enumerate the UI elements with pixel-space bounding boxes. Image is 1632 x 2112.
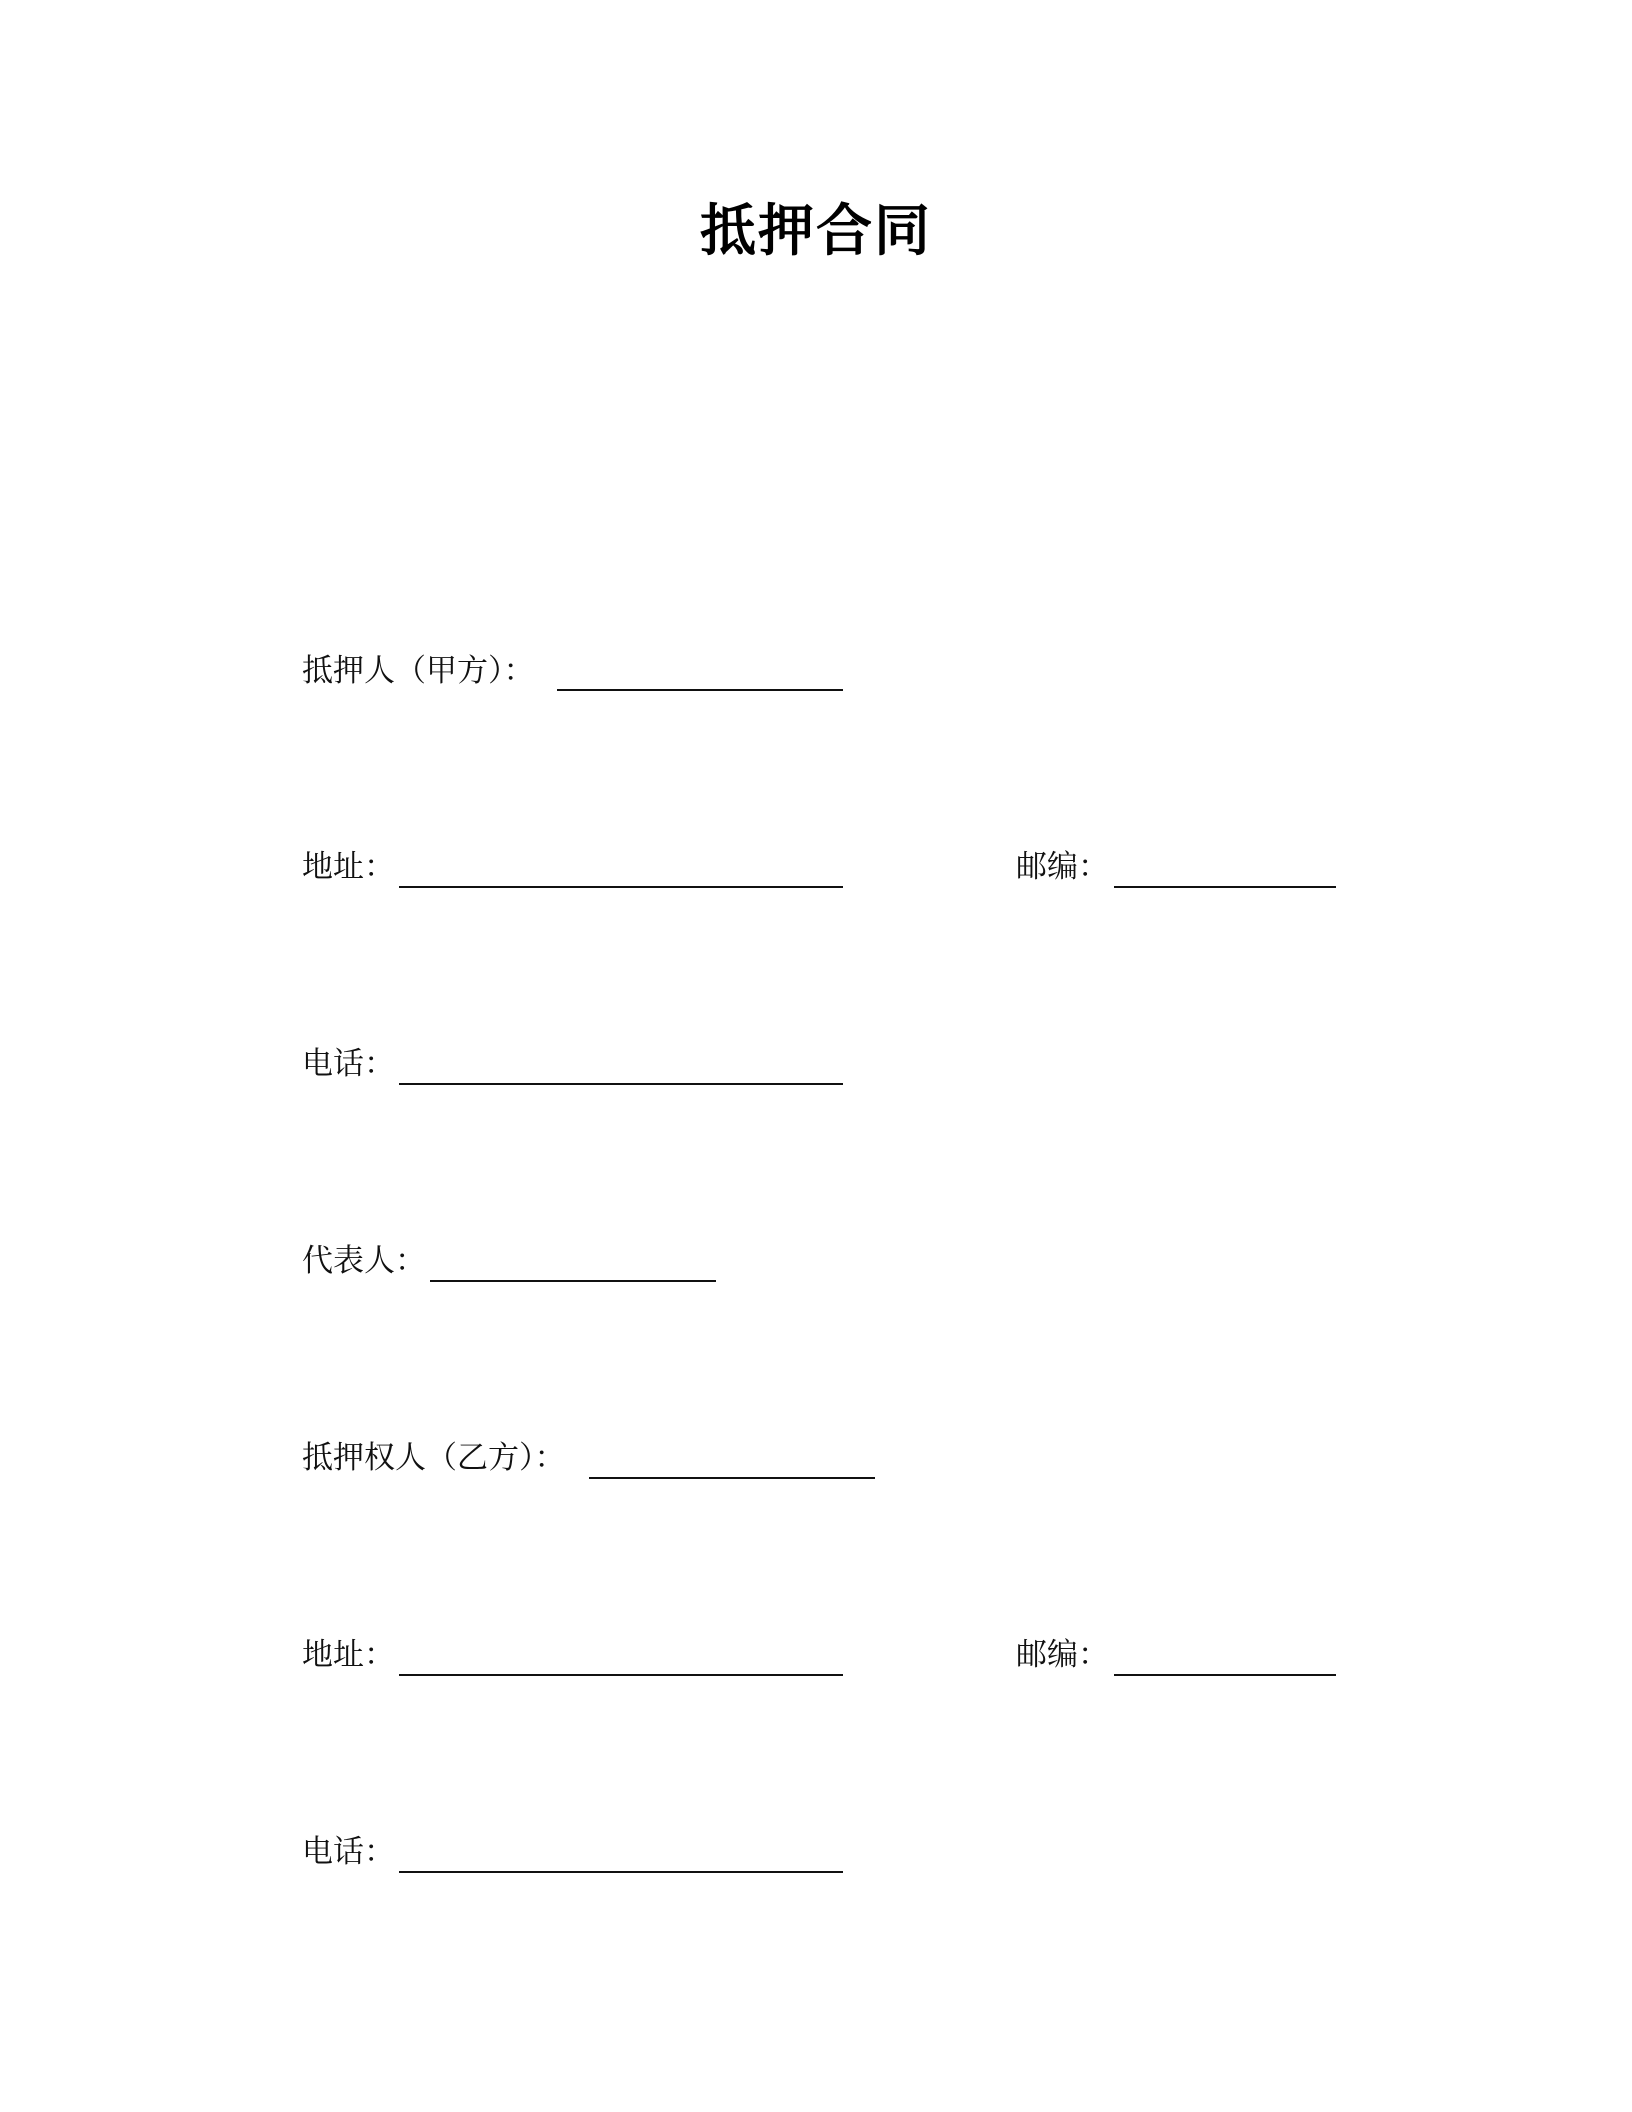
party-b-postcode-label: 邮编： [1016,1637,1109,1673]
party-b-phone-blank [399,1871,843,1873]
party-a-representative-label: 代表人： [302,1243,426,1279]
party-a-postcode-label: 邮编： [1016,849,1109,885]
party-a-name-blank [557,689,843,691]
party-a-address-blank [399,886,843,888]
party-a-representative-blank [430,1280,716,1282]
party-a-address-label: 地址： [302,849,395,885]
document-title: 抵押合同 [700,199,932,264]
party-b-postcode-blank [1114,1674,1336,1676]
party-b-address-blank [399,1674,843,1676]
party-b-address-label: 地址： [302,1637,395,1673]
party-a-phone-label: 电话： [302,1046,395,1082]
party-a-phone-blank [399,1083,843,1085]
party-b-name-label: 抵押权人（乙方）： [302,1440,566,1476]
party-b-name-blank [589,1477,875,1479]
party-a-name-label: 抵押人（甲方）： [302,653,535,689]
party-b-phone-label: 电话： [302,1834,395,1870]
party-a-postcode-blank [1114,886,1336,888]
